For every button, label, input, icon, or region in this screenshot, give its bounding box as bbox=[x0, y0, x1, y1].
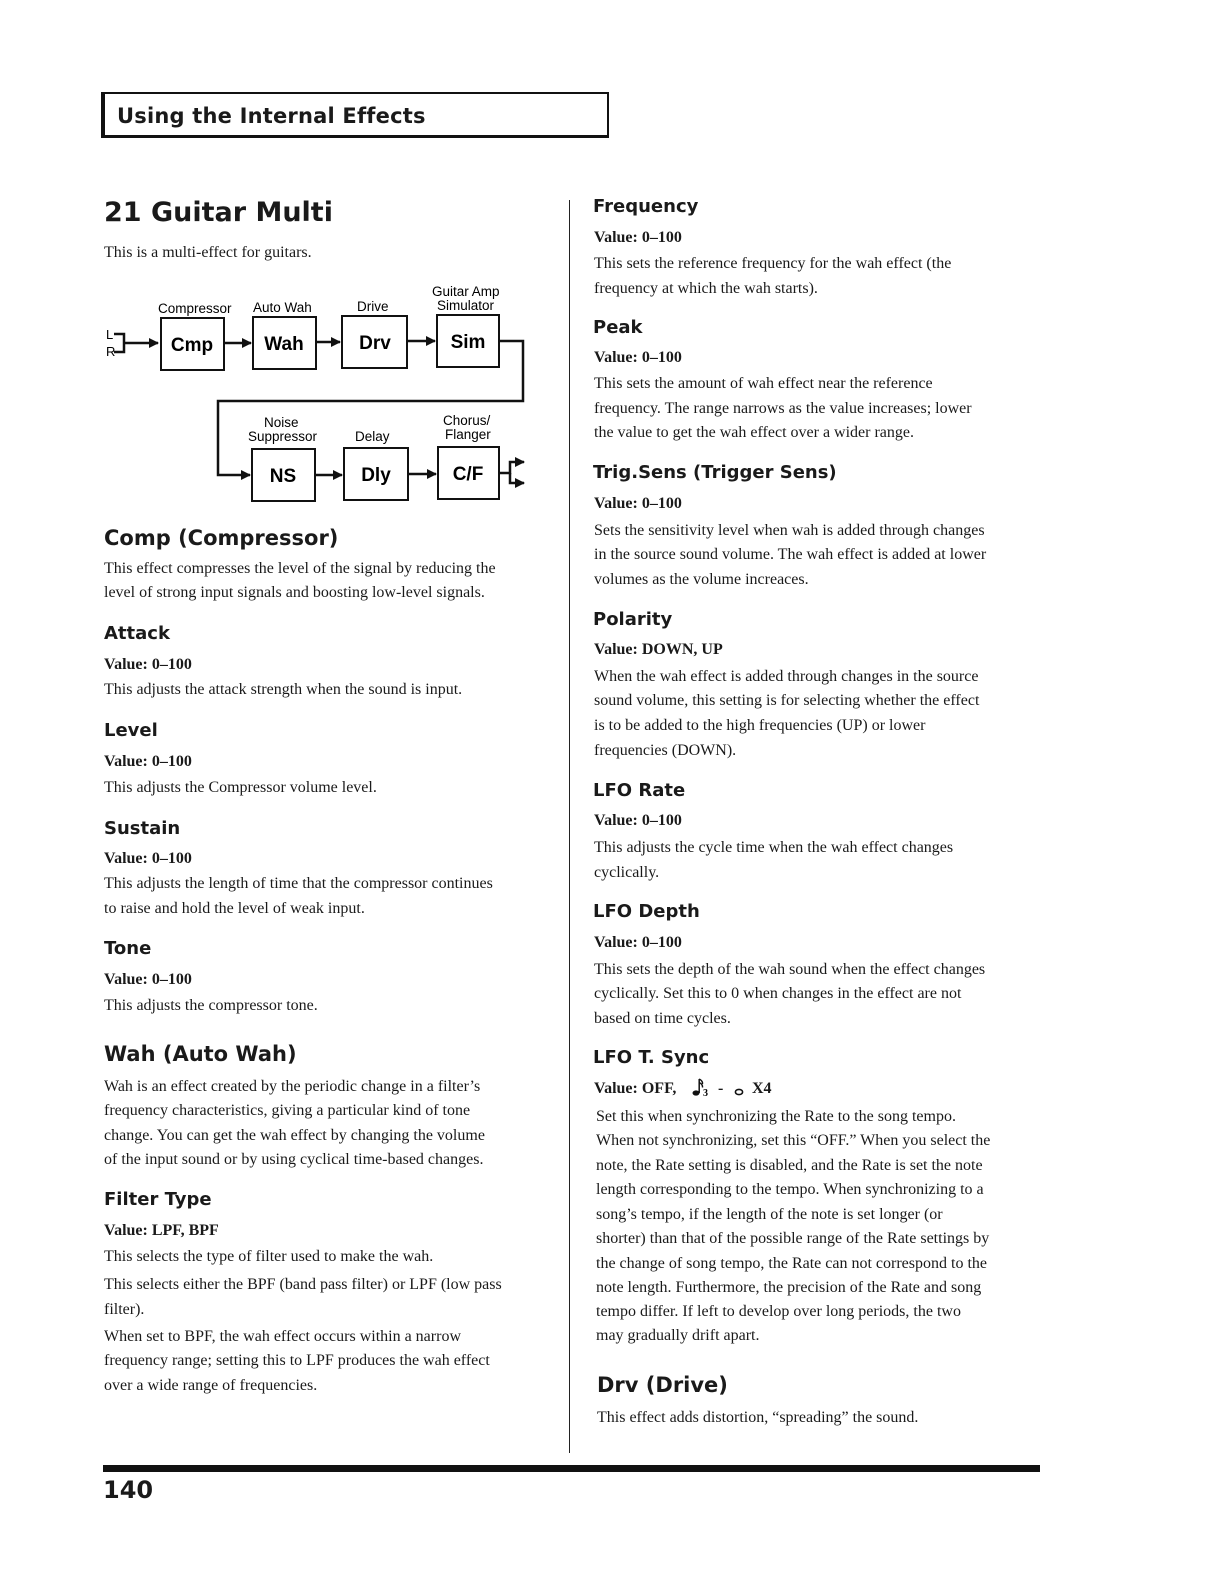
label-compressor: Compressor bbox=[158, 301, 232, 316]
section-header-title: Using the Internal Effects bbox=[117, 104, 426, 128]
frequency-heading: Frequency bbox=[593, 196, 699, 217]
filter-type-desc3-line3: over a wide range of frequencies. bbox=[104, 1377, 318, 1394]
effect-chain-diagram bbox=[100, 278, 540, 508]
filter-type-desc3-line1: When set to BPF, the wah effect occurs within a narrow bbox=[104, 1328, 461, 1345]
lfo-rate-desc-line2: cyclically. bbox=[594, 864, 660, 881]
label-guitar-amp: Guitar Amp bbox=[432, 284, 500, 299]
attack-value: Value: 0–100 bbox=[104, 656, 192, 673]
filter-type-desc2-line1: This selects either the BPF (band pass filter) or LPF (low pass bbox=[104, 1276, 502, 1293]
comp-desc-line2: level of strong input signals and boosting low-level signals. bbox=[104, 584, 485, 601]
lfo-depth-heading: LFO Depth bbox=[593, 901, 700, 922]
wah-desc-line4: of the input sound or by using cyclical time-based changes. bbox=[104, 1151, 484, 1168]
triplet-sixteenth-note-icon bbox=[690, 1075, 714, 1099]
filter-type-desc2-line2: filter). bbox=[104, 1301, 145, 1318]
wah-heading: Wah (Auto Wah) bbox=[104, 1042, 297, 1066]
filter-type-value: Value: LPF, BPF bbox=[104, 1222, 219, 1239]
lfo-rate-value: Value: 0–100 bbox=[594, 812, 682, 829]
ns-box-label: NS bbox=[269, 466, 297, 487]
lfo-tsync-desc-line2: When not synchronizing, set this “OFF.” When you select the bbox=[596, 1132, 991, 1149]
label-delay: Delay bbox=[355, 429, 390, 444]
tone-desc: This adjusts the compressor tone. bbox=[104, 997, 318, 1014]
label-drive: Drive bbox=[357, 299, 389, 314]
wah-box-label: Wah bbox=[264, 334, 304, 355]
lfo-depth-desc-line2: cyclically. Set this to 0 when changes in the effect are not bbox=[594, 985, 962, 1002]
intro-text: This is a multi-effect for guitars. bbox=[104, 244, 312, 261]
label-chorus: Chorus/ bbox=[443, 413, 491, 428]
lfo-tsync-desc-line3: note, the Rate setting is disabled, and the Rate is set the note bbox=[596, 1157, 983, 1174]
cmp-box-label: Cmp bbox=[170, 335, 214, 356]
trig-sens-desc-line2: in the source sound volume. The wah effect is added at lower bbox=[594, 546, 987, 563]
label-auto-wah: Auto Wah bbox=[253, 300, 312, 315]
lfo-tsync-desc-line1: Set this when synchronizing the Rate to the song tempo. bbox=[596, 1108, 956, 1125]
trig-sens-value: Value: 0–100 bbox=[594, 495, 682, 512]
page-number: 140 bbox=[103, 1476, 154, 1504]
lfo-tsync-desc-line9: tempo differ. If left to develop over long periods, the two bbox=[596, 1303, 961, 1320]
lfo-tsync-desc-line7: the change of song tempo, the Rate can not correspond to the bbox=[596, 1255, 987, 1272]
lfo-tsync-value-suffix: X4 bbox=[752, 1080, 772, 1097]
whole-note-icon bbox=[733, 1083, 745, 1099]
frequency-desc-line1: This sets the reference frequency for the wah effect (the bbox=[594, 255, 952, 272]
frequency-desc-line2: frequency at which the wah starts). bbox=[594, 280, 818, 297]
lfo-tsync-desc-line10: may gradually drift apart. bbox=[596, 1327, 760, 1344]
wah-desc-line3: change. You can get the wah effect by changing the volume bbox=[104, 1127, 485, 1144]
lfo-depth-desc-line3: based on time cycles. bbox=[594, 1010, 731, 1027]
drv-box-label: Drv bbox=[359, 333, 391, 354]
filter-type-heading: Filter Type bbox=[104, 1189, 212, 1210]
drv-heading: Drv (Drive) bbox=[597, 1373, 728, 1397]
sustain-desc-line2: to raise and hold the level of weak input. bbox=[104, 900, 365, 917]
sustain-desc-line1: This adjusts the length of time that the compressor continues bbox=[104, 875, 493, 892]
input-r-label: R bbox=[106, 344, 116, 359]
filter-type-desc1: This selects the type of filter used to make the wah. bbox=[104, 1248, 434, 1265]
peak-heading: Peak bbox=[593, 317, 643, 338]
footer-rule bbox=[103, 1465, 1040, 1472]
level-desc: This adjusts the Compressor volume level. bbox=[104, 779, 377, 796]
tone-heading: Tone bbox=[104, 938, 152, 959]
label-noise: Noise bbox=[264, 415, 299, 430]
attack-heading: Attack bbox=[104, 623, 170, 644]
polarity-heading: Polarity bbox=[593, 609, 673, 630]
polarity-desc-line1: When the wah effect is added through changes in the source bbox=[594, 668, 979, 685]
wah-desc-line2: frequency characteristics, giving a particular kind of tone bbox=[104, 1102, 471, 1119]
frequency-value: Value: 0–100 bbox=[594, 229, 682, 246]
lfo-tsync-desc-line4: length corresponding to the tempo. When synchronizing to a bbox=[596, 1181, 984, 1198]
lfo-tsync-value-prefix: Value: OFF, bbox=[594, 1080, 677, 1097]
input-l-label: L bbox=[106, 327, 114, 342]
label-suppressor: Suppressor bbox=[248, 429, 318, 444]
peak-value: Value: 0–100 bbox=[594, 349, 682, 366]
dly-box-label: Dly bbox=[361, 465, 391, 486]
lfo-tsync-desc-line6: shorter) than that of the possible range of the Rate settings by bbox=[596, 1230, 990, 1247]
polarity-desc-line2: sound volume, this setting is for selecting whether the effect bbox=[594, 692, 980, 709]
lfo-depth-desc-line1: This sets the depth of the wah sound when the effect changes bbox=[594, 961, 986, 978]
peak-desc-line2: frequency. The range narrows as the value increases; lower bbox=[594, 400, 972, 417]
label-flanger: Flanger bbox=[445, 427, 491, 442]
input-merge-line bbox=[114, 334, 124, 352]
lfo-tsync-heading: LFO T. Sync bbox=[593, 1047, 710, 1068]
peak-desc-line3: the value to get the wah effect over a wider range. bbox=[594, 424, 914, 441]
wah-desc-line1: Wah is an effect created by the periodic change in a filter’s bbox=[104, 1078, 481, 1095]
sustain-value: Value: 0–100 bbox=[104, 850, 192, 867]
lfo-rate-heading: LFO Rate bbox=[593, 780, 686, 801]
drv-desc: This effect adds distortion, “spreading” the sound. bbox=[597, 1409, 919, 1426]
triplet-number: 3 bbox=[703, 1088, 708, 1099]
polarity-desc-line3: is to be added to the high frequencies (UP) or lower bbox=[594, 717, 926, 734]
label-simulator: Simulator bbox=[437, 298, 495, 313]
output-arrow-l bbox=[499, 462, 524, 473]
attack-desc: This adjusts the attack strength when the sound is input. bbox=[104, 681, 463, 698]
peak-desc-line1: This sets the amount of wah effect near the reference bbox=[594, 375, 933, 392]
trig-sens-desc-line3: volumes as the volume increaces. bbox=[594, 571, 809, 588]
output-arrow-r bbox=[510, 473, 524, 483]
lfo-depth-value: Value: 0–100 bbox=[594, 934, 682, 951]
lfo-tsync-desc-line8: note length. Furthermore, the precision of the Rate and song bbox=[596, 1279, 982, 1296]
lfo-tsync-desc-line5: song’s tempo, if the length of the note is set longer (or bbox=[596, 1206, 943, 1223]
page-title: 21 Guitar Multi bbox=[104, 197, 333, 228]
filter-type-desc3-line2: frequency range; setting this to LPF produces the wah effect bbox=[104, 1352, 490, 1369]
tone-value: Value: 0–100 bbox=[104, 971, 192, 988]
level-value: Value: 0–100 bbox=[104, 753, 192, 770]
lfo-tsync-value-range: - bbox=[718, 1080, 724, 1097]
sim-box-label: Sim bbox=[450, 332, 486, 353]
effect-chain-svg bbox=[100, 278, 540, 508]
trig-sens-heading: Trig.Sens (Trigger Sens) bbox=[593, 462, 837, 483]
lfo-rate-desc-line1: This adjusts the cycle time when the wah effect changes bbox=[594, 839, 954, 856]
polarity-value: Value: DOWN, UP bbox=[594, 641, 723, 658]
sustain-heading: Sustain bbox=[104, 818, 181, 839]
comp-desc-line1: This effect compresses the level of the signal by reducing the bbox=[104, 560, 496, 577]
polarity-desc-line4: frequencies (DOWN). bbox=[594, 742, 737, 759]
section-header-box bbox=[101, 92, 609, 138]
column-divider bbox=[569, 200, 570, 1453]
comp-heading: Comp (Compressor) bbox=[104, 526, 339, 550]
cf-box-label: C/F bbox=[452, 464, 484, 485]
trig-sens-desc-line1: Sets the sensitivity level when wah is added through changes bbox=[594, 522, 985, 539]
level-heading: Level bbox=[104, 720, 158, 741]
